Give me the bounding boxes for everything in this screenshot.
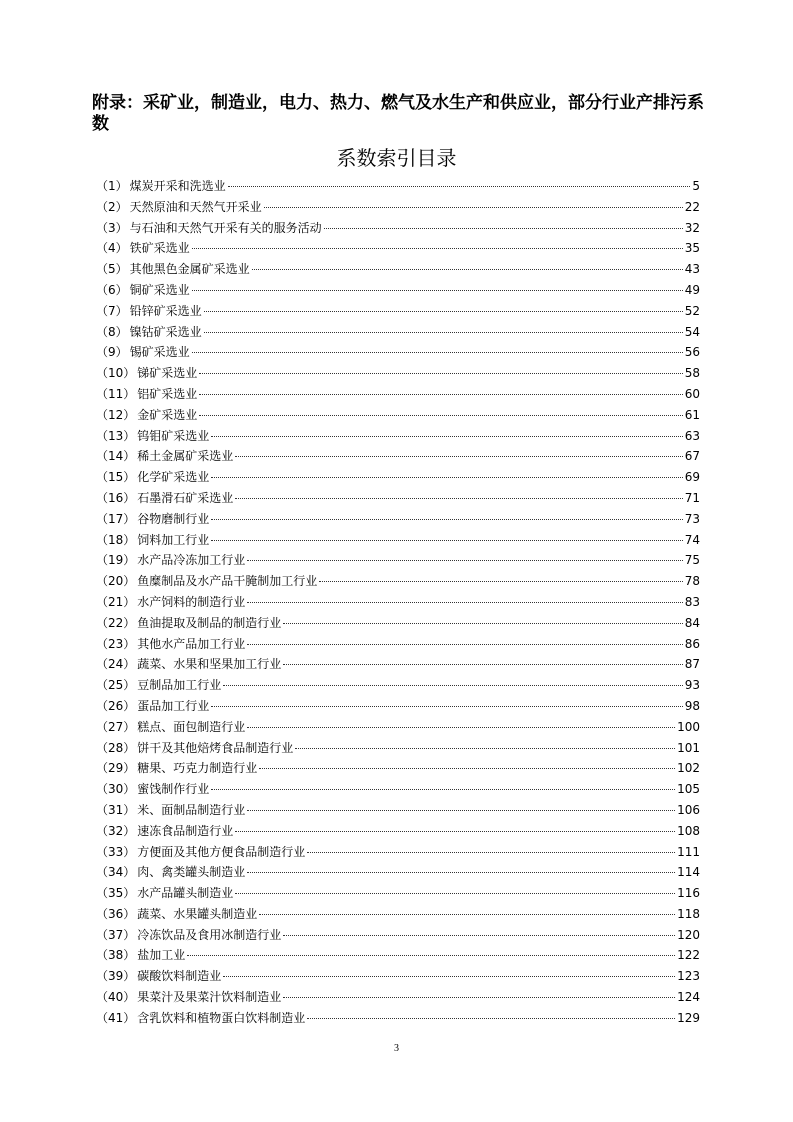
- toc-entry-number: （31）: [96, 802, 136, 817]
- toc-entry-number: （10）: [96, 366, 136, 381]
- toc-entry-number: （24）: [96, 657, 136, 672]
- toc-entry-label: 饲料加工行业: [137, 532, 210, 547]
- toc-dot-leader: [211, 788, 675, 790]
- toc-entry-label: 铝矿采选业: [137, 386, 198, 401]
- toc-entry-number: （21）: [96, 594, 136, 609]
- toc-entry[interactable]: [96, 571, 700, 592]
- toc-entry-label: 饼干及其他焙烤食品制造行业: [137, 740, 294, 755]
- toc-entry-page: 78: [684, 574, 700, 589]
- toc-entry-label: 蛋品加工行业: [137, 698, 210, 713]
- toc-entry-page: 101: [677, 740, 700, 755]
- toc-entry-number: （33）: [96, 844, 136, 859]
- toc-dot-leader: [199, 414, 682, 416]
- toc-entry-label: 碳酸饮料制造业: [137, 969, 222, 984]
- toc-entry-number: （14）: [96, 449, 136, 464]
- toc-dot-leader: [324, 227, 683, 229]
- toc-dot-leader: [264, 206, 683, 208]
- toc-entry-number: （22）: [96, 615, 136, 630]
- toc-entry-page: 114: [677, 865, 700, 880]
- toc-entry-label: 锑矿采选业: [137, 366, 198, 381]
- toc-entry-number: （32）: [96, 823, 136, 838]
- toc-entry[interactable]: [96, 238, 700, 259]
- toc-entry[interactable]: [96, 509, 700, 530]
- toc-entry-label: 盐加工业: [137, 948, 186, 963]
- toc-entry-page: 58: [684, 366, 700, 381]
- toc-entry-page: 63: [684, 428, 700, 443]
- toc-dot-leader: [211, 435, 682, 437]
- toc-entry-label: 鱼油提取及制品的制造行业: [137, 615, 282, 630]
- toc-entry-page: 43: [684, 262, 700, 277]
- toc-entry-number: （29）: [96, 761, 136, 776]
- toc-entry[interactable]: [96, 530, 700, 551]
- toc-dot-leader: [211, 518, 682, 520]
- toc-entry-number: （4）: [96, 241, 128, 256]
- toc-entry[interactable]: [96, 363, 700, 384]
- toc-entry-page: 35: [684, 241, 700, 256]
- toc-entry[interactable]: [96, 987, 700, 1008]
- toc-entry-label: 糕点、面包制造行业: [137, 719, 246, 734]
- toc-entry[interactable]: [96, 488, 700, 509]
- toc-dot-leader: [259, 913, 675, 915]
- toc-entry-page: 129: [677, 1010, 700, 1025]
- toc-entry-label: 鱼糜制品及水产品干腌制加工行业: [137, 574, 318, 589]
- toc-dot-leader: [247, 601, 682, 603]
- toc-entry-number: （3）: [96, 220, 128, 235]
- toc-entry-label: 谷物磨制行业: [137, 511, 210, 526]
- toc-entry-label: 果菜汁及果菜汁饮料制造业: [137, 990, 282, 1005]
- toc-entry[interactable]: [96, 467, 700, 488]
- toc-entry-number: （5）: [96, 262, 128, 277]
- toc-entry-page: 102: [677, 761, 700, 776]
- toc-entry[interactable]: [96, 342, 700, 363]
- toc-entry-page: 105: [677, 782, 700, 797]
- toc-entry-label: 与石油和天然气开采有关的服务活动: [129, 220, 322, 235]
- toc-dot-leader: [187, 954, 675, 956]
- toc-entry-page: 74: [684, 532, 700, 547]
- toc-entry-number: （16）: [96, 490, 136, 505]
- appendix-heading: 附录：采矿业，制造业，电力、热力、燃气及水生产和供应业，部分行业产排污系数: [92, 93, 704, 134]
- toc-entry-label: 豆制品加工行业: [137, 678, 222, 693]
- toc-entry-page: 22: [684, 199, 700, 214]
- toc-entry-number: （35）: [96, 886, 136, 901]
- toc-entry-number: （17）: [96, 511, 136, 526]
- toc-entry-number: （1）: [96, 179, 128, 193]
- toc-dot-leader: [211, 705, 682, 707]
- table-of-contents: [96, 176, 700, 1029]
- toc-dot-leader: [223, 975, 675, 977]
- toc-entry[interactable]: [96, 280, 700, 301]
- toc-dot-leader: [247, 871, 675, 873]
- toc-dot-leader: [199, 372, 682, 374]
- toc-dot-leader: [283, 934, 675, 936]
- toc-entry[interactable]: [96, 654, 700, 675]
- toc-entry[interactable]: [96, 176, 700, 197]
- toc-entry-page: 83: [684, 594, 700, 609]
- toc-entry-page: 122: [677, 948, 700, 963]
- toc-entry-number: （9）: [96, 345, 128, 360]
- toc-entry[interactable]: [96, 322, 700, 343]
- toc-entry-page: 52: [684, 303, 700, 318]
- toc-entry[interactable]: [96, 862, 700, 883]
- toc-entry[interactable]: [96, 197, 700, 218]
- toc-entry-label: 速冻食品制造行业: [137, 823, 234, 838]
- toc-entry-label: 镍钴矿采选业: [129, 324, 202, 339]
- toc-dot-leader: [235, 830, 675, 832]
- toc-entry[interactable]: [96, 301, 700, 322]
- toc-dot-leader: [283, 622, 682, 624]
- toc-dot-leader: [235, 455, 682, 457]
- toc-entry-label: 其他黑色金属矿采选业: [129, 262, 250, 277]
- toc-entry[interactable]: [96, 800, 700, 821]
- toc-entry-label: 铜矿采选业: [129, 282, 190, 297]
- page-number: 3: [394, 1043, 399, 1054]
- toc-entry-label: 钨钼矿采选业: [137, 428, 210, 443]
- toc-dot-leader: [307, 1017, 675, 1019]
- toc-entry-label: 肉、禽类罐头制造业: [137, 865, 246, 880]
- toc-entry-label: 稀土金属矿采选业: [137, 449, 234, 464]
- toc-entry-label: 蜜饯制作行业: [137, 782, 210, 797]
- toc-dot-leader: [204, 331, 683, 333]
- toc-entry-page: 123: [677, 969, 700, 984]
- toc-entry-page: 111: [677, 844, 700, 859]
- toc-dot-leader: [204, 310, 683, 312]
- toc-dot-leader: [283, 996, 675, 998]
- toc-entry-label: 锡矿采选业: [129, 345, 190, 360]
- toc-entry-number: （38）: [96, 948, 136, 963]
- toc-entry-number: （8）: [96, 324, 128, 339]
- toc-entry-number: （40）: [96, 990, 136, 1005]
- toc-entry-label: 煤炭开采和洗选业: [129, 179, 226, 193]
- toc-dot-leader: [247, 726, 675, 728]
- toc-entry-page: 108: [677, 823, 700, 838]
- toc-entry-page: 116: [677, 886, 700, 901]
- toc-dot-leader: [235, 892, 675, 894]
- toc-entry[interactable]: [96, 779, 700, 800]
- toc-dot-leader: [192, 351, 683, 353]
- toc-entry-page: 98: [684, 698, 700, 713]
- toc-entry-number: （15）: [96, 470, 136, 485]
- toc-entry-page: 93: [684, 678, 700, 693]
- toc-entry-number: （23）: [96, 636, 136, 651]
- toc-entry-number: （28）: [96, 740, 136, 755]
- toc-entry-number: （20）: [96, 574, 136, 589]
- toc-entry-label: 天然原油和天然气开采业: [129, 199, 262, 214]
- toc-dot-leader: [192, 247, 683, 249]
- toc-entry-label: 方便面及其他方便食品制造行业: [137, 844, 306, 859]
- toc-entry-number: （34）: [96, 865, 136, 880]
- toc-entry-number: （37）: [96, 927, 136, 942]
- toc-entry-label: 含乳饮料和植物蛋白饮料制造业: [137, 1010, 306, 1025]
- toc-entry-page: 100: [677, 719, 700, 734]
- toc-entry-number: （6）: [96, 282, 128, 297]
- toc-entry-page: 73: [684, 511, 700, 526]
- toc-entry[interactable]: [96, 384, 700, 405]
- toc-entry-page: 32: [684, 220, 700, 235]
- toc-entry-number: （27）: [96, 719, 136, 734]
- toc-entry-page: 54: [684, 324, 700, 339]
- toc-entry-number: （18）: [96, 532, 136, 547]
- toc-entry-number: （30）: [96, 782, 136, 797]
- toc-entry-number: （19）: [96, 553, 136, 568]
- toc-dot-leader: [223, 684, 682, 686]
- toc-entry[interactable]: [96, 446, 700, 467]
- toc-entry-label: 铁矿采选业: [129, 241, 190, 256]
- toc-entry-page: 56: [684, 345, 700, 360]
- toc-entry[interactable]: [96, 904, 700, 925]
- toc-entry[interactable]: [96, 842, 700, 863]
- toc-entry[interactable]: [96, 821, 700, 842]
- toc-dot-leader: [247, 559, 682, 561]
- toc-entry-page: 49: [684, 282, 700, 297]
- toc-entry-page: 60: [684, 386, 700, 401]
- toc-entry-number: （11）: [96, 386, 136, 401]
- toc-entry-page: 5: [692, 179, 700, 193]
- toc-dot-leader: [283, 663, 682, 665]
- toc-entry-page: 61: [684, 407, 700, 422]
- toc-dot-leader: [247, 809, 675, 811]
- toc-dot-leader: [252, 268, 683, 270]
- toc-entry[interactable]: [96, 696, 700, 717]
- toc-entry[interactable]: [96, 405, 700, 426]
- toc-entry-label: 化学矿采选业: [137, 470, 210, 485]
- toc-entry-label: 水产饲料的制造行业: [137, 594, 246, 609]
- toc-dot-leader: [192, 289, 683, 291]
- toc-entry-number: （13）: [96, 428, 136, 443]
- toc-entry[interactable]: [96, 738, 700, 759]
- toc-entry[interactable]: [96, 634, 700, 655]
- toc-entry[interactable]: [96, 259, 700, 280]
- toc-entry-page: 69: [684, 470, 700, 485]
- toc-entry-page: 67: [684, 449, 700, 464]
- toc-entry-label: 水产品冷冻加工行业: [137, 553, 246, 568]
- toc-dot-leader: [211, 539, 682, 541]
- toc-entry[interactable]: [96, 592, 700, 613]
- toc-dot-leader: [235, 497, 682, 499]
- toc-entry-label: 糖果、巧克力制造行业: [137, 761, 258, 776]
- toc-entry-page: 71: [684, 490, 700, 505]
- toc-dot-leader: [307, 851, 675, 853]
- toc-entry[interactable]: [96, 758, 700, 779]
- toc-entry-label: 水产品罐头制造业: [137, 886, 234, 901]
- toc-dot-leader: [247, 643, 682, 645]
- toc-entry[interactable]: [96, 550, 700, 571]
- toc-dot-leader: [211, 476, 682, 478]
- toc-title: 系数索引目录: [336, 146, 457, 170]
- toc-entry-page: 106: [677, 802, 700, 817]
- toc-entry-number: （41）: [96, 1010, 136, 1025]
- toc-entry[interactable]: [96, 426, 700, 447]
- toc-entry[interactable]: [96, 675, 700, 696]
- toc-dot-leader: [259, 767, 675, 769]
- toc-entry[interactable]: [96, 925, 700, 946]
- toc-entry[interactable]: [96, 1008, 700, 1029]
- toc-entry-number: （2）: [96, 199, 128, 214]
- toc-entry-label: 蔬菜、水果罐头制造业: [137, 906, 258, 921]
- toc-entry[interactable]: [96, 883, 700, 904]
- toc-entry-label: 米、面制品制造行业: [137, 802, 246, 817]
- toc-entry[interactable]: [96, 218, 700, 239]
- toc-entry-label: 蔬菜、水果和坚果加工行业: [137, 657, 282, 672]
- toc-entry-label: 石墨滑石矿采选业: [137, 490, 234, 505]
- toc-dot-leader: [295, 747, 675, 749]
- toc-entry-number: （26）: [96, 698, 136, 713]
- toc-dot-leader: [199, 393, 682, 395]
- toc-entry[interactable]: [96, 717, 700, 738]
- toc-entry[interactable]: [96, 945, 700, 966]
- toc-dot-leader: [319, 580, 682, 582]
- toc-entry-label: 其他水产品加工行业: [137, 636, 246, 651]
- toc-entry-page: 124: [677, 990, 700, 1005]
- toc-entry-page: 87: [684, 657, 700, 672]
- toc-entry-label: 铅锌矿采选业: [129, 303, 202, 318]
- toc-entry-number: （39）: [96, 969, 136, 984]
- toc-entry[interactable]: [96, 966, 700, 987]
- toc-entry-label: 冷冻饮品及食用冰制造行业: [137, 927, 282, 942]
- toc-entry-number: （25）: [96, 678, 136, 693]
- toc-entry-page: 75: [684, 553, 700, 568]
- toc-entry-page: 118: [677, 906, 700, 921]
- toc-entry-page: 86: [684, 636, 700, 651]
- toc-entry-number: （7）: [96, 303, 128, 318]
- toc-entry-page: 84: [684, 615, 700, 630]
- toc-dot-leader: [228, 185, 691, 187]
- toc-entry-number: （36）: [96, 906, 136, 921]
- toc-entry[interactable]: [96, 613, 700, 634]
- toc-entry-label: 金矿采选业: [137, 407, 198, 422]
- toc-entry-number: （12）: [96, 407, 136, 422]
- toc-entry-page: 120: [677, 927, 700, 942]
